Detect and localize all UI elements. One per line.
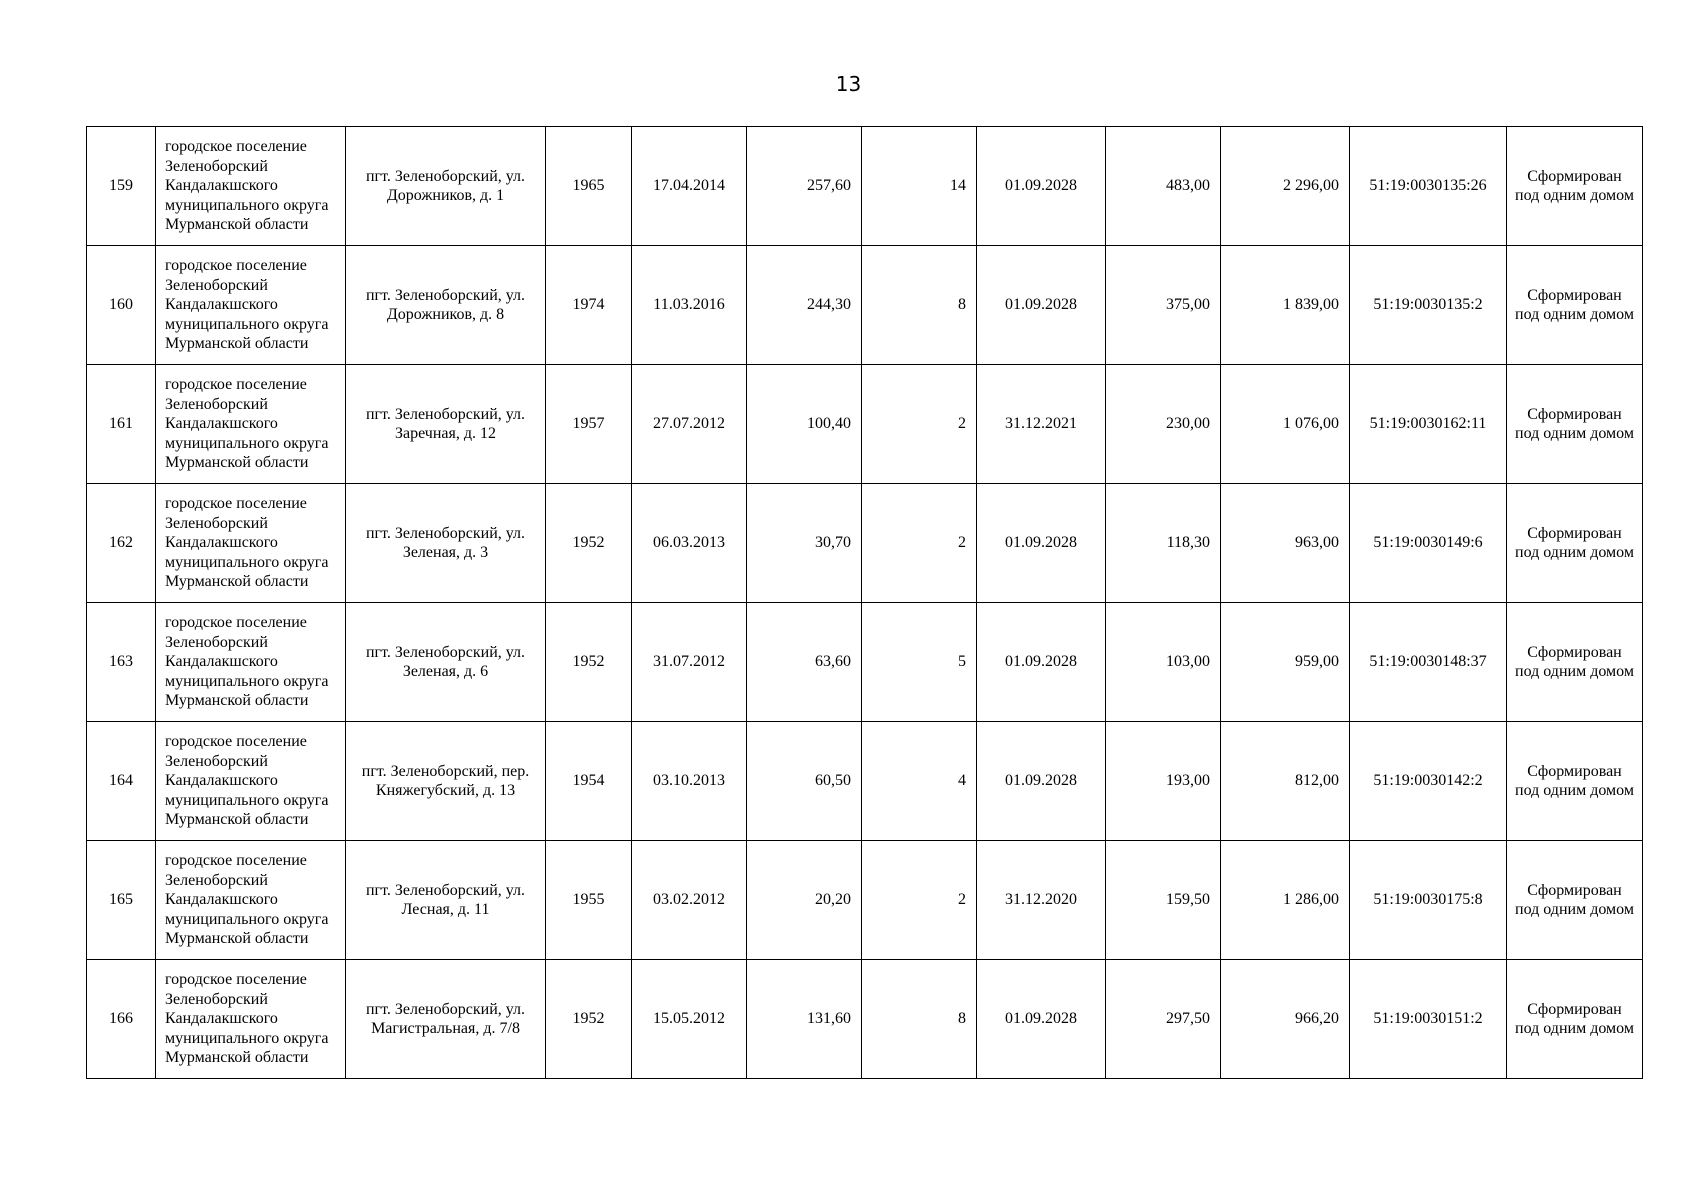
- deadline-cell: 01.09.2028: [977, 960, 1106, 1079]
- area-cell: 63,60: [747, 603, 862, 722]
- year-cell: 1965: [546, 127, 632, 246]
- area-cell: 60,50: [747, 722, 862, 841]
- table-row: [87, 127, 1643, 246]
- value1-cell: 118,30: [1106, 484, 1221, 603]
- year-cell: 1954: [546, 722, 632, 841]
- area-cell: 100,40: [747, 365, 862, 484]
- value1-cell: 103,00: [1106, 603, 1221, 722]
- table-row: [87, 365, 1643, 484]
- cadastral-number-cell: 51:19:0030135:26: [1350, 127, 1507, 246]
- date-cell: 15.05.2012: [632, 960, 747, 1079]
- area-cell: 244,30: [747, 246, 862, 365]
- cadastral-number-cell: 51:19:0030162:11: [1350, 365, 1507, 484]
- table-row: [87, 841, 1643, 960]
- count-cell: 2: [862, 484, 977, 603]
- count-cell: 4: [862, 722, 977, 841]
- table-body: [87, 127, 1643, 1079]
- count-cell: 8: [862, 246, 977, 365]
- value1-cell: 230,00: [1106, 365, 1221, 484]
- housing-table: [86, 126, 1643, 1079]
- date-cell: 31.07.2012: [632, 603, 747, 722]
- value1-cell: 159,50: [1106, 841, 1221, 960]
- cadastral-number-cell: 51:19:0030151:2: [1350, 960, 1507, 1079]
- deadline-cell: 31.12.2021: [977, 365, 1106, 484]
- table-row: [87, 603, 1643, 722]
- address-cell: пгт. Зеленоборский, ул. Зеленая, д. 3: [346, 484, 546, 603]
- date-cell: 03.02.2012: [632, 841, 747, 960]
- year-cell: 1957: [546, 365, 632, 484]
- year-cell: 1952: [546, 603, 632, 722]
- status-cell: Сформирован под одним домом: [1507, 960, 1643, 1079]
- table-row: [87, 484, 1643, 603]
- value2-cell: 963,00: [1221, 484, 1350, 603]
- municipality-cell: городское поселение Зеленоборский Кандалакшского муниципального округа Мурманской области: [156, 365, 346, 484]
- value2-cell: 812,00: [1221, 722, 1350, 841]
- address-cell: пгт. Зеленоборский, ул. Магистральная, д. 7/8: [346, 960, 546, 1079]
- municipality-cell: городское поселение Зеленоборский Кандалакшского муниципального округа Мурманской области: [156, 841, 346, 960]
- deadline-cell: 01.09.2028: [977, 722, 1106, 841]
- date-cell: 27.07.2012: [632, 365, 747, 484]
- cadastral-number-cell: 51:19:0030135:2: [1350, 246, 1507, 365]
- deadline-cell: 01.09.2028: [977, 603, 1106, 722]
- municipality-cell: городское поселение Зеленоборский Кандалакшского муниципального округа Мурманской области: [156, 960, 346, 1079]
- date-cell: 11.03.2016: [632, 246, 747, 365]
- row-number-cell: 161: [87, 365, 156, 484]
- row-number-cell: 160: [87, 246, 156, 365]
- year-cell: 1952: [546, 484, 632, 603]
- municipality-cell: городское поселение Зеленоборский Кандалакшского муниципального округа Мурманской области: [156, 246, 346, 365]
- value2-cell: 966,20: [1221, 960, 1350, 1079]
- table-row: [87, 722, 1643, 841]
- count-cell: 2: [862, 365, 977, 484]
- area-cell: 30,70: [747, 484, 862, 603]
- count-cell: 8: [862, 960, 977, 1079]
- status-cell: Сформирован под одним домом: [1507, 603, 1643, 722]
- municipality-cell: городское поселение Зеленоборский Кандалакшского муниципального округа Мурманской области: [156, 127, 346, 246]
- value2-cell: 1 076,00: [1221, 365, 1350, 484]
- cadastral-number-cell: 51:19:0030142:2: [1350, 722, 1507, 841]
- date-cell: 17.04.2014: [632, 127, 747, 246]
- page-number: 13: [835, 72, 862, 96]
- area-cell: 20,20: [747, 841, 862, 960]
- date-cell: 03.10.2013: [632, 722, 747, 841]
- deadline-cell: 01.09.2028: [977, 246, 1106, 365]
- deadline-cell: 31.12.2020: [977, 841, 1106, 960]
- value1-cell: 375,00: [1106, 246, 1221, 365]
- deadline-cell: 01.09.2028: [977, 127, 1106, 246]
- address-cell: пгт. Зеленоборский, пер. Княжегубский, д. 13: [346, 722, 546, 841]
- address-cell: пгт. Зеленоборский, ул. Зеленая, д. 6: [346, 603, 546, 722]
- area-cell: 257,60: [747, 127, 862, 246]
- row-number-cell: 163: [87, 603, 156, 722]
- year-cell: 1952: [546, 960, 632, 1079]
- address-cell: пгт. Зеленоборский, ул. Лесная, д. 11: [346, 841, 546, 960]
- municipality-cell: городское поселение Зеленоборский Кандалакшского муниципального округа Мурманской области: [156, 722, 346, 841]
- year-cell: 1974: [546, 246, 632, 365]
- value1-cell: 483,00: [1106, 127, 1221, 246]
- address-cell: пгт. Зеленоборский, ул. Дорожников, д. 1: [346, 127, 546, 246]
- table-row: [87, 960, 1643, 1079]
- row-number-cell: 165: [87, 841, 156, 960]
- value2-cell: 959,00: [1221, 603, 1350, 722]
- date-cell: 06.03.2013: [632, 484, 747, 603]
- row-number-cell: 159: [87, 127, 156, 246]
- value1-cell: 297,50: [1106, 960, 1221, 1079]
- count-cell: 14: [862, 127, 977, 246]
- value2-cell: 2 296,00: [1221, 127, 1350, 246]
- cadastral-number-cell: 51:19:0030175:8: [1350, 841, 1507, 960]
- status-cell: Сформирован под одним домом: [1507, 841, 1643, 960]
- status-cell: Сформирован под одним домом: [1507, 365, 1643, 484]
- cadastral-number-cell: 51:19:0030149:6: [1350, 484, 1507, 603]
- value1-cell: 193,00: [1106, 722, 1221, 841]
- municipality-cell: городское поселение Зеленоборский Кандалакшского муниципального округа Мурманской области: [156, 603, 346, 722]
- table-row: [87, 246, 1643, 365]
- area-cell: 131,60: [747, 960, 862, 1079]
- count-cell: 2: [862, 841, 977, 960]
- status-cell: Сформирован под одним домом: [1507, 722, 1643, 841]
- year-cell: 1955: [546, 841, 632, 960]
- status-cell: Сформирован под одним домом: [1507, 127, 1643, 246]
- row-number-cell: 166: [87, 960, 156, 1079]
- status-cell: Сформирован под одним домом: [1507, 246, 1643, 365]
- address-cell: пгт. Зеленоборский, ул. Дорожников, д. 8: [346, 246, 546, 365]
- count-cell: 5: [862, 603, 977, 722]
- row-number-cell: 162: [87, 484, 156, 603]
- address-cell: пгт. Зеленоборский, ул. Заречная, д. 12: [346, 365, 546, 484]
- deadline-cell: 01.09.2028: [977, 484, 1106, 603]
- row-number-cell: 164: [87, 722, 156, 841]
- cadastral-number-cell: 51:19:0030148:37: [1350, 603, 1507, 722]
- value2-cell: 1 286,00: [1221, 841, 1350, 960]
- value2-cell: 1 839,00: [1221, 246, 1350, 365]
- status-cell: Сформирован под одним домом: [1507, 484, 1643, 603]
- municipality-cell: городское поселение Зеленоборский Кандалакшского муниципального округа Мурманской области: [156, 484, 346, 603]
